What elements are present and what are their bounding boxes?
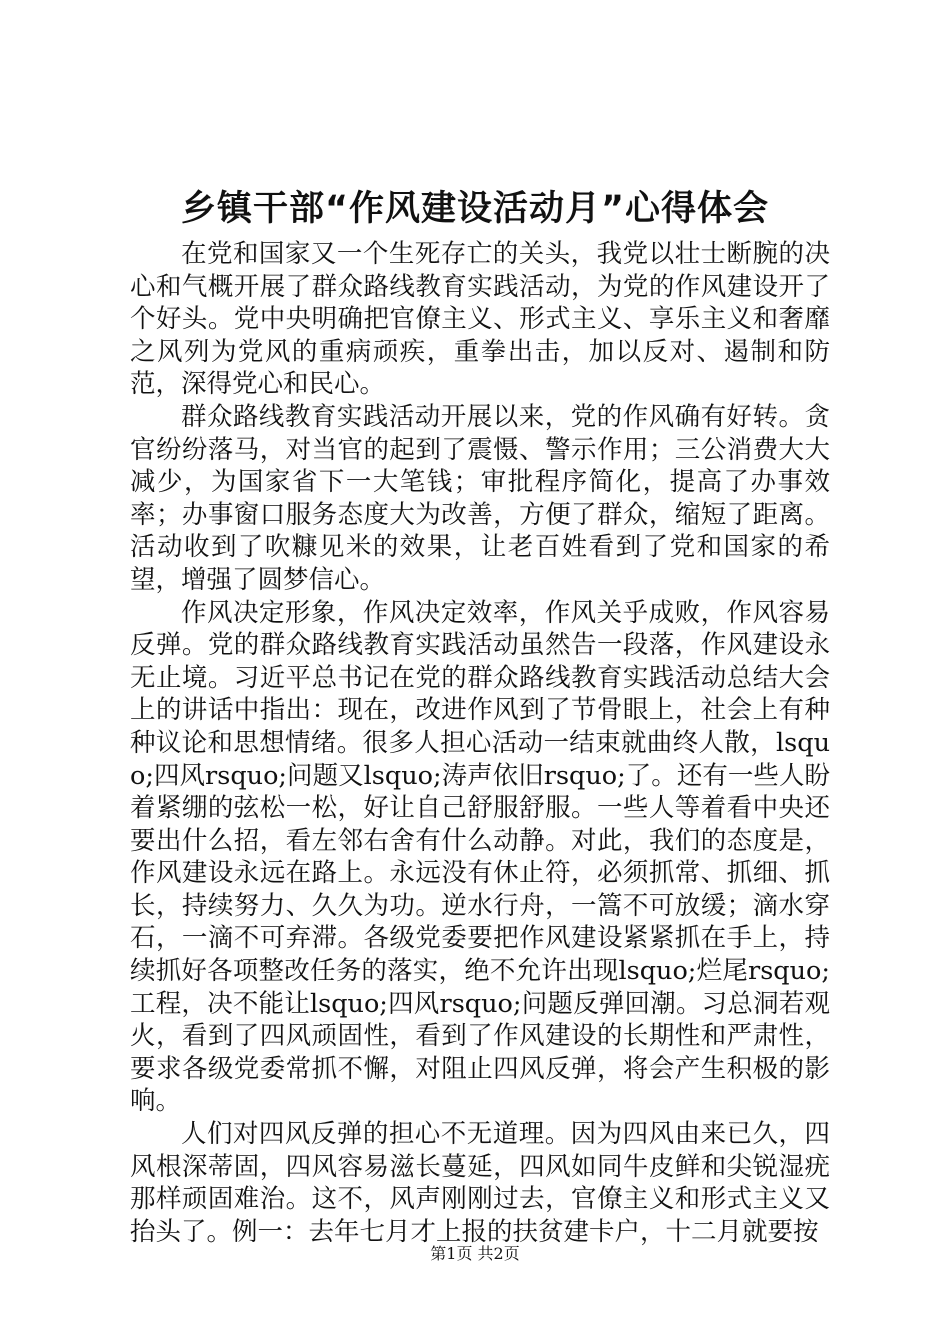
paragraph-4: 人们对四风反弹的担心不无道理。因为四风由来已久，四风根深蒂固，四风容易滋长蔓延，四风如同牛皮鲜和尖锐湿疣那样顽固难治。这不，风声刚刚过去，官僚主义和形式主义又抬头了。例一：去年七月才上报的扶贫建卡户，十二月就要按 <box>130 1119 830 1247</box>
paragraph-3: 作风决定形象，作风决定效率，作风关乎成败，作风容易反弹。党的群众路线教育实践活动虽然告一段落，作风建设永无止境。习近平总书记在党的群众路线教育实践活动总结大会上的讲话中指出：现在，改进作风到了节骨眼上，社会上有种种议论和思想情绪。很多人担心活动一结束就曲终人散，lsquo;四风rsquo;问题又lsquo;涛声依旧rsquo;了。还有一些人盼着紧绷的弦松一松，好让自己舒服舒服。一些人等着看中央还要出什么招，看左邻右舍有什么动静。对此，我们的态度是，作风建设永远在路上。永远没有休止符，必须抓常、抓细、抓长，持续努力、久久为功。逆水行舟，一篙不可放缓；滴水穿石，一滴不可弃滞。各级党委要把作风建设紧紧抓在手上，持续抓好各项整改任务的落实，绝不允许出现lsquo;烂尾rsquo;工程，决不能让lsquo;四风rsquo;问题反弹回潮。习总洞若观火，看到了四风顽固性，看到了作风建设的长期性和严肃性，要求各级党委常抓不懈，对阻止四风反弹，将会产生积极的影响。 <box>130 597 830 1117</box>
paragraph-2: 群众路线教育实践活动开展以来，党的作风确有好转。贪官纷纷落马，对当官的起到了震慑、警示作用；三公消费大大减少，为国家省下一大笔钱；审批程序简化，提高了办事效率；办事窗口服务态度大为改善，方便了群众，缩短了距离。活动收到了吹糠见米的效果，让老百姓看到了党和国家的希望，增强了圆梦信心。 <box>130 401 830 595</box>
paragraph-1: 在党和国家又一个生死存亡的关头，我党以壮士断腕的决心和气概开展了群众路线教育实践活动，为党的作风建设开了个好头。党中央明确把官僚主义、形式主义、享乐主义和奢靡之风列为党风的重病顽疾，重拳出击，加以反对、遏制和防范，深得党心和民心。 <box>130 239 830 400</box>
page-footer: 第1页 共2页 <box>430 1244 520 1263</box>
document-body <box>130 238 830 1248</box>
document-title: 乡镇干部“作风建设活动月”心得体会 <box>180 189 769 229</box>
